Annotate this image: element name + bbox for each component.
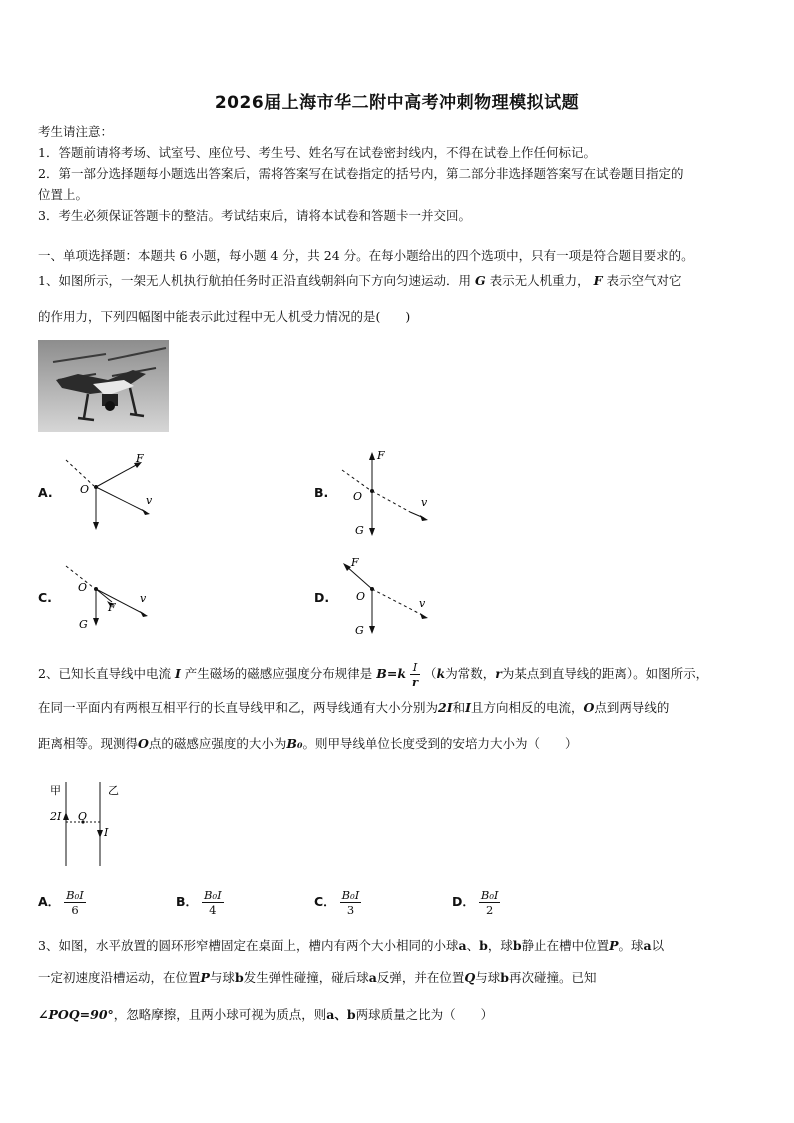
q2-option-a-fraction [64,888,86,917]
notice-item-2-cont: 位置上。 [38,187,89,202]
q3-text-b: 、 [466,938,480,953]
q2-symbol-i-2: I [465,700,471,715]
q3-symbol-p: P [609,938,619,953]
q2-text-l: 。则甲导线单位长度受到的安培力大小为（ ） [302,736,578,751]
q3-text-j: 反弹，并在位置 [376,970,465,985]
q1-option-c-letter[interactable]: C. [38,590,52,605]
label-v: v [421,496,428,509]
q1-text-a: 1、如图所示，一架无人机执行航拍任务时正沿直线朝斜向下方向匀速运动．用 [38,273,471,288]
q1-option-a-letter[interactable]: A. [38,485,53,500]
label-jia: 甲 [50,784,61,797]
q2-symbol-o-2: O [138,736,149,751]
q2-option-b-letter: B． [176,894,199,909]
q2-text-b: 产生磁场的磁感应强度分布规律是 [184,666,373,681]
drone-photo [38,340,169,432]
q2-option-b-den: 4 [209,903,217,917]
q2-formula-fraction [410,660,420,689]
q2-option-a-den: 6 [71,903,79,917]
q2-formula-lhs: B=k [376,666,406,681]
q2-option-c-letter: C． [314,894,336,909]
q3-text-l: 再次碰撞。已知 [508,970,597,985]
label-o: O [78,581,88,594]
q3-text-i: 发生弹性碰撞，碰后球 [243,970,369,985]
q2-option-b-fraction [202,888,224,917]
q3-symbol-p-2: P [200,970,210,985]
q2-line-1 [38,660,708,689]
q3-text-h: 与球 [209,970,235,985]
label-o: O [353,490,363,503]
label-f: F [136,452,144,465]
q3-symbol-a-3: a [368,970,377,985]
q2-text-e: 为某点到直导线的距离）。如图所示， [501,666,709,681]
q2-option-d-num: B₀I [480,888,499,902]
q3-text-f: 以 [651,938,665,953]
q2-line-2 [38,698,669,716]
q3-text-g: 一定初速度沿槽运动，在位置 [38,970,201,985]
q3-angle: ∠POQ=90° [38,1007,114,1022]
label-f: F [351,556,359,569]
label-yi: 乙 [108,784,119,797]
q2-text-i: 点到两导线的 [594,700,670,715]
section-heading: 一、单项选择题：本题共 6 小题，每小题 4 分，共 24 分。在每小题给出的四个选项中，只有一项是符合题目要求的。 [38,248,694,263]
notice-heading: 考生请注意： [38,124,114,139]
q2-option-d-den: 2 [486,903,494,917]
q2-text-g: 和 [452,700,466,715]
q1-symbol-f: F [593,273,603,288]
q2-text-j: 距离相等。现测得 [38,736,139,751]
page-title: 2026届上海市华二附中高考冲刺物理模拟试题 [214,93,580,113]
q2-symbol-o: O [583,700,595,715]
q3-text-n: 两球质量之比为（ ） [355,1007,494,1022]
label-v: v [146,494,153,507]
q1-option-c-diagram[interactable] [60,558,170,633]
q1-text-b: 表示无人机重力， [489,273,590,288]
q2-symbol-b0: B₀ [286,736,303,751]
q1-option-b-letter[interactable]: B. [314,485,329,500]
q3-text-m: ，忽略摩擦，且两小球可视为质点，则 [113,1007,327,1022]
q3-line-1 [38,936,664,954]
q2-text-d: 为常数， [445,666,496,681]
label-2i: 2I [50,810,62,823]
q3-text-a: 3、如图，水平放置的圆环形窄槽固定在桌面上，槽内有两个大小相同的小球 [38,938,459,953]
label-g: G [79,618,88,631]
q2-option-a[interactable] [38,888,86,917]
q2-formula-num: I [410,660,420,675]
q1-text-c: 表示空气对它 [606,273,682,288]
q2-symbol-r: r [495,666,502,681]
q3-symbol-b-2: b [512,938,522,953]
q1-symbol-g: G [474,273,486,288]
q2-option-b[interactable] [176,888,224,917]
notice-item-1: 1．答题前请将考场、试室号、座位号、考生号、姓名写在试卷密封线内，不得在试卷上作任何标记。 [38,145,596,160]
q2-option-b-num: B₀I [204,888,222,902]
q2-option-d[interactable] [452,888,500,917]
q2-text-a: 2、已知长直导线中电流 [38,666,171,681]
q3-text-d: 静止在槽中位置 [521,938,610,953]
label-g: G [355,524,364,537]
q2-option-d-letter: D． [452,894,475,909]
q2-text-f: 在同一平面内有两根互相平行的长直导线甲和乙，两导线通有大小分别为 [38,700,439,715]
notice-item-3: 3．考生必须保证答题卡的整洁。考试结束后，请将本试卷和答题卡一并交回。 [38,208,471,223]
q3-symbol-ab: a、b [326,1007,356,1022]
q2-text-h: 且方向相反的电流， [470,700,584,715]
q2-formula-den: r [411,675,419,689]
label-v: v [140,592,147,605]
q3-symbol-b-3: b [234,970,244,985]
q3-line-2 [38,968,597,986]
q3-symbol-a: a [458,938,467,953]
q2-symbol-k: k [436,666,446,681]
notice-item-2: 2．第一部分选择题每小题选出答案后，需将答案写在试卷指定的括号内，第二部分非选择题答案写在试卷题目指定的 [38,166,684,181]
q1-line-2: 的作用力，下列四幅图中能表示此过程中无人机受力情况的是( ) [38,309,411,324]
q3-symbol-q: Q [464,970,476,985]
q2-option-c[interactable] [314,888,361,917]
q3-text-k: 与球 [475,970,501,985]
label-f: F [108,601,116,614]
q3-line-3 [38,1005,493,1023]
q1-option-d-letter[interactable]: D. [314,590,330,605]
q2-symbol-i: I [174,666,181,681]
drone-image [38,340,169,432]
q2-option-c-den: 3 [346,903,355,917]
q1-line-1 [38,271,682,289]
label-o: O [78,810,88,823]
q1-option-b-diagram[interactable] [336,446,446,538]
q2-option-c-fraction [340,888,362,917]
label-g: G [355,624,364,637]
q2-option-a-num: B₀I [66,888,84,902]
q1-option-a-diagram[interactable] [60,448,170,533]
label-o: O [80,483,90,496]
q1-option-d-diagram[interactable] [336,552,446,640]
label-o: O [356,590,366,603]
label-f: F [377,449,385,462]
q2-symbol-2i: 2I [438,700,453,715]
q2-line-3 [38,734,577,752]
q2-option-d-fraction [479,888,501,917]
q2-text-c: （ [424,666,437,681]
q3-text-c: ，球 [487,938,513,953]
q3-symbol-a-2: a [643,938,652,953]
q2-wire-diagram [40,778,140,870]
q2-text-k: 点的磁感应强度的大小为 [148,736,287,751]
q3-symbol-b-4: b [500,970,509,985]
q2-option-c-num: B₀I [341,888,360,902]
q3-text-e: 。球 [618,938,644,953]
q2-option-a-letter: A． [38,894,61,909]
label-v: v [419,597,426,610]
label-i: I [104,826,109,839]
q3-symbol-b: b [479,938,488,953]
